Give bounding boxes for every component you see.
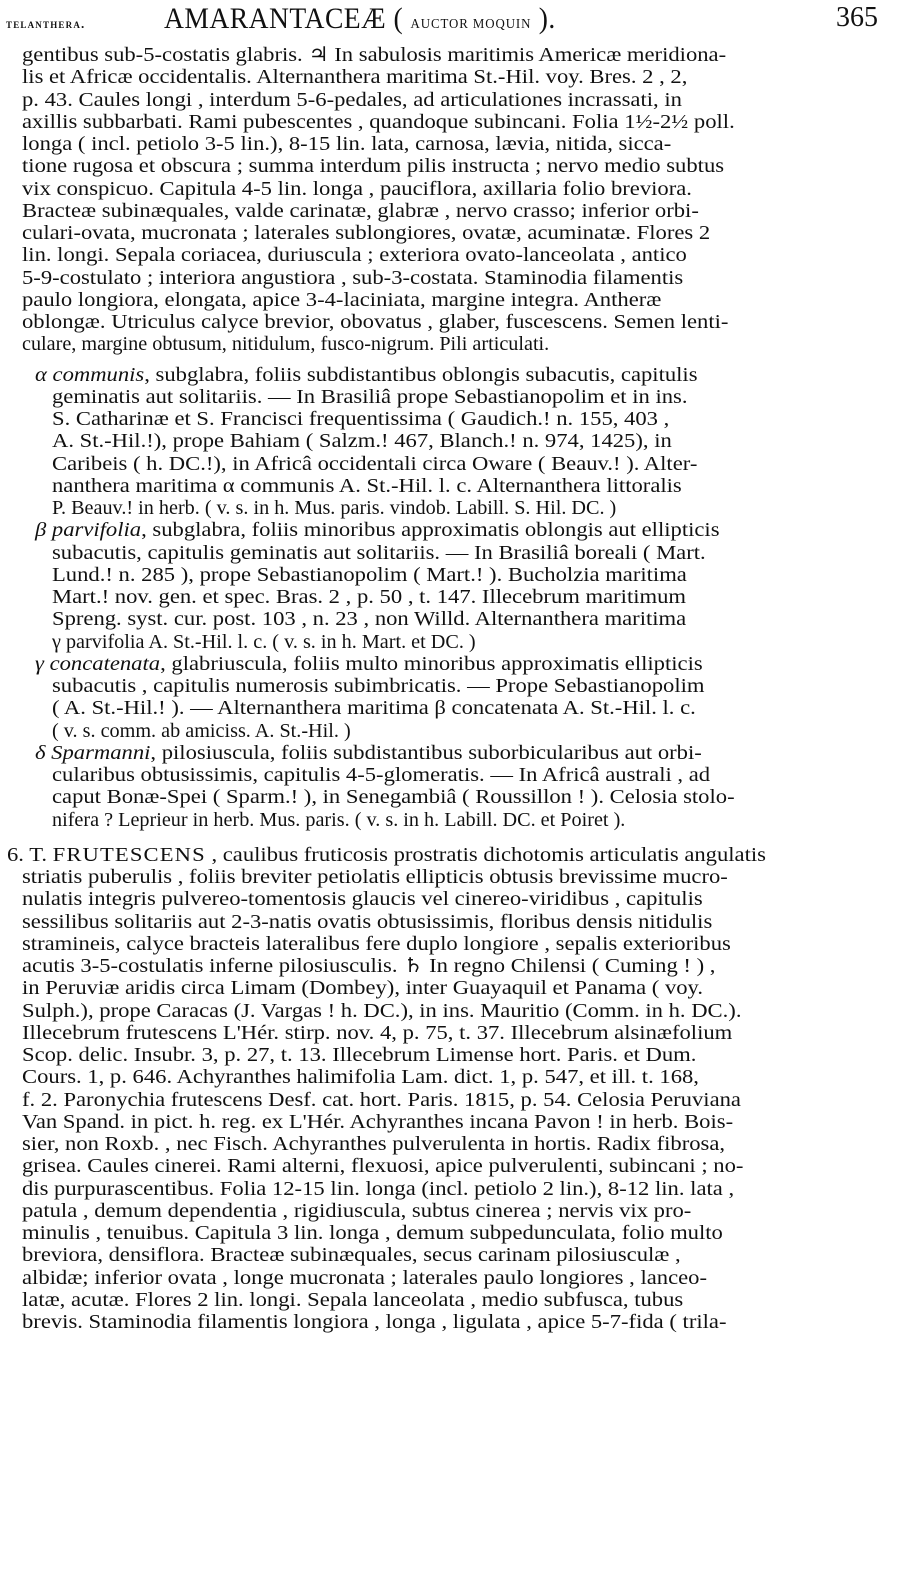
text-line xyxy=(22,977,703,999)
line-text: in Peruviæ aridis circa Limam (Dombey), inter Guayaquil et Panama ( voy. xyxy=(22,977,704,1000)
line-text: nifera ? Leprieur in herb. Mus. paris. ( v. s. in h. Labill. DC. et Poiret ). xyxy=(52,808,626,831)
running-header xyxy=(6,2,888,38)
line-text: Sulph.), prope Caracas (J. Vargas ! h. DC.), in ins. Mauritio (Comm. in h. DC.). xyxy=(22,999,742,1022)
variety-marker: β xyxy=(35,519,47,542)
text-line xyxy=(22,1155,743,1177)
text-line xyxy=(52,697,696,719)
line-text: , glabriuscula, foliis multo minoribus approximatis ellipticis xyxy=(160,652,703,675)
line-text: , subglabra, foliis subdistantibus oblongis subacutis, capitulis xyxy=(144,363,698,386)
text-line xyxy=(22,1089,741,1111)
line-text: oblongæ. Utriculus calyce brevior, obovatus , glaber, fuscescens. Semen lenti- xyxy=(22,311,729,333)
line-text: striatis puberulis , foliis breviter petiolatis ellipticis obtusis brevissime mucro- xyxy=(22,866,728,888)
text-line xyxy=(22,933,731,955)
line-text: p. 43. Caules longi , interdum 5-6-pedales, ad articulationes incrassati, in xyxy=(22,88,682,111)
variety-heading-line xyxy=(35,519,720,541)
text-line xyxy=(52,675,704,697)
text-line xyxy=(52,586,686,608)
line-text: grisea. Caules cinerei. Rami alterni, flexuosi, apice pulverulenti, subincani ; no- xyxy=(22,1155,744,1178)
text-line xyxy=(22,911,712,933)
text-line xyxy=(22,955,715,977)
text-line xyxy=(22,311,728,333)
line-text: , subglabra, foliis minoribus approximatis oblongis aut ellipticis xyxy=(141,519,720,542)
text-line xyxy=(52,453,697,475)
text-line xyxy=(22,178,692,200)
line-text: Cours. 1, p. 646. Achyranthes halimifolia Lam. dict. 1, p. 547, et ill. t. 168, xyxy=(22,1066,699,1089)
line-text: stramineis, calyce bracteis lateralibus fere duplo longiore , sepalis exterioribus xyxy=(22,932,731,955)
variety-marker: α xyxy=(35,363,47,386)
text-line xyxy=(22,1267,707,1289)
line-text: patula , demum dependentia , rigidiuscula, subtus cinerea ; nervis vix pro- xyxy=(22,1199,692,1222)
line-text: ( A. St.-Hil.! ). — Alternanthera maritima β concatenata A. St.-Hil. l. c. xyxy=(52,697,696,720)
text-line xyxy=(52,564,687,586)
line-text: Caribeis ( h. DC.!), in Africâ occidentali circa Oware ( Beauv.! ). Alter- xyxy=(52,452,698,475)
line-text: Mart.! nov. gen. et spec. Bras. 2 , p. 50 , t. 147. Illecebrum maritimum xyxy=(52,586,686,608)
line-text: Spreng. syst. cur. post. 103 , n. 23 , non Willd. Alternanthera maritima xyxy=(52,608,687,631)
text-line xyxy=(52,809,625,831)
line-text: Lund.! n. 285 ), prope Sebastianopolim ( Mart.! ). Bucholzia maritima xyxy=(52,563,687,586)
line-text: lis et Africæ occidentalis. Alternanthera maritima St.-Hil. voy. Bres. 2 , 2, xyxy=(22,66,688,89)
family-name: AMARANTACEÆ xyxy=(164,2,387,35)
line-text: latæ, acutæ. Flores 2 lin. longi. Sepala lanceolata , medio subfusca, tubus xyxy=(22,1288,684,1311)
text-line xyxy=(52,497,616,519)
text-line xyxy=(22,1133,725,1155)
line-text: brevis. Staminodia filamentis longiora , longa , ligulata , apice 5-7-fida ( trila- xyxy=(22,1311,727,1333)
text-line xyxy=(22,244,687,266)
line-text: culare, margine obtusum, nitidulum, fusco-nigrum. Pili articulati. xyxy=(22,333,550,356)
text-line xyxy=(52,408,669,430)
text-line xyxy=(22,133,671,155)
line-text: 5-9-costulato ; interiora angustiora , sub-3-costata. Staminodia filamentis xyxy=(22,266,684,289)
line-text: Bracteæ subinæquales, valde carinatæ, glabræ , nervo crasso; inferior orbi- xyxy=(22,199,699,222)
text-line xyxy=(52,386,688,408)
line-text: acutis 3-5-costulatis inferne pilosiusculis. ♄ In regno Chilensi ( Cuming ! ) , xyxy=(22,955,716,977)
variety-marker: γ xyxy=(35,652,44,675)
line-text: cularibus obtusissimis, capitulis 4-5-glomeratis. — In Africâ australi , ad xyxy=(52,764,711,786)
line-text: longa ( incl. petiolo 3-5 lin.), 8-15 lin. lata, carnosa, lævia, nitida, sicca- xyxy=(22,133,672,155)
text-line xyxy=(52,720,351,742)
genus-running-head: telanthera. xyxy=(6,16,86,31)
line-text: nanthera maritima α communis A. St.-Hil. l. c. Alternanthera littoralis xyxy=(52,474,682,497)
line-text: caput Bonæ-Spei ( Sparm.! ), in Senegambiâ ( Roussillon ! ). Celosia stolo- xyxy=(52,786,735,809)
text-line xyxy=(22,1000,741,1022)
text-line xyxy=(22,1066,699,1088)
line-text: γ parvifolia A. St.-Hil. l. c. ( v. s. in h. Mart. et DC. ) xyxy=(52,630,476,653)
text-line xyxy=(22,111,735,133)
text-line xyxy=(22,866,728,888)
text-line xyxy=(52,631,476,653)
text-line xyxy=(52,786,735,808)
line-text: albidæ; inferior ovata , longe mucronata ; laterales paulo longiores , lanceo- xyxy=(22,1266,707,1289)
text-line xyxy=(22,1178,734,1200)
line-text: sier, non Roxb. , nec Fisch. Achyranthes pulverulenta in hortis. Radix fibrosa, xyxy=(22,1133,726,1155)
line-text: vix conspicuo. Capitula 4-5 lin. longa , pauciflora, axillaria folio breviora. xyxy=(22,177,692,200)
text-line xyxy=(22,44,726,66)
line-text: , caulibus fruticosis prostratis dichotomis articulatis angulatis xyxy=(211,843,766,866)
line-text: P. Beauv.! in herb. ( v. s. in h. Mus. paris. vindob. Labill. S. Hil. DC. ) xyxy=(52,497,617,519)
page-number: 365 xyxy=(836,2,878,33)
text-line xyxy=(52,430,672,452)
text-line xyxy=(22,267,683,289)
line-text: sessilibus solitariis aut 2-3-natis ovatis obtusissimis, floribus densis nitidulis xyxy=(22,910,713,933)
variety-heading-line xyxy=(35,742,702,764)
line-text: subacutis, capitulis geminatis aut solitariis. — In Brasiliâ boreali ( Mart. xyxy=(52,541,706,564)
variety-name: communis xyxy=(52,363,145,386)
line-text: culari-ovata, mucronata ; laterales sublongiores, ovatæ, acuminatæ. Flores 2 xyxy=(22,222,711,244)
text-line xyxy=(22,1044,696,1066)
line-text: lin. longi. Sepala coriacea, duriuscula ; exteriora ovato-lanceolata , antico xyxy=(22,244,687,267)
line-text: dis purpurascentibus. Folia 12-15 lin. longa (incl. petiolo 2 lin.), 8-12 lin. lata , xyxy=(22,1177,735,1200)
line-text: breviora, densiflora. Bracteæ subinæquales, secus carinam pilosiusculæ , xyxy=(22,1244,681,1267)
line-text: paulo longiora, elongata, apice 3-4-laciniata, margine integra. Antheræ xyxy=(22,288,662,311)
text-line xyxy=(22,1244,681,1266)
text-line xyxy=(52,542,706,564)
text-line xyxy=(22,1111,733,1133)
text-line xyxy=(52,764,710,786)
variety-name: parvifolia xyxy=(51,519,142,542)
family-title: AMARANTACEÆ ( AUCTOR MOQUIN ). xyxy=(164,2,556,35)
text-line xyxy=(22,1311,726,1333)
species-number: 6. T. xyxy=(7,843,47,866)
text-line xyxy=(22,1289,683,1311)
line-text: , pilosiuscula, foliis subdistantibus suborbicularibus aut orbi- xyxy=(150,741,702,764)
line-text: subacutis , capitulis numerosis subimbricatis. — Prope Sebastianopolim xyxy=(52,675,705,697)
line-text: axillis subbarbati. Rami pubescentes , quandoque subincani. Folia 1½-2½ poll. xyxy=(22,110,735,133)
text-line xyxy=(22,289,661,311)
line-text: gentibus sub-5-costatis glabris. ♃ In sabulosis maritimis Americæ meridiona- xyxy=(22,44,727,66)
variety-name: Sparmanni xyxy=(51,741,151,764)
text-line xyxy=(22,333,549,355)
text-line xyxy=(22,89,682,111)
line-text: S. Catharinæ et S. Francisci frequentissima ( Gaudich.! n. 155, 403 , xyxy=(52,408,670,430)
variety-marker: δ xyxy=(35,741,46,764)
line-text: Scop. delic. Insubr. 3, p. 27, t. 13. Illecebrum Limense hort. Paris. et Dum. xyxy=(22,1044,697,1066)
line-text: f. 2. Paronychia frutescens Desf. cat. hort. Paris. 1815, p. 54. Celosia Peruviana xyxy=(22,1088,741,1111)
line-text: Van Spand. in pict. h. reg. ex L'Hér. Achyranthes incana Pavon ! in herb. Bois- xyxy=(22,1110,734,1133)
variety-heading-line xyxy=(35,364,698,386)
variety-name: concatenata xyxy=(49,652,161,675)
text-line xyxy=(52,608,686,630)
author-note: AUCTOR MOQUIN xyxy=(410,17,532,32)
line-text: minulis , tenuibus. Capitula 3 lin. longa , demum subpedunculata, folio multo xyxy=(22,1222,723,1244)
line-text: geminatis aut solitariis. — In Brasiliâ prope Sebastianopolim et in ins. xyxy=(52,385,688,408)
line-text: tione rugosa et obscura ; summa interdum pilis instructa ; nervo medio subtus xyxy=(22,155,725,178)
line-text: Illecebrum frutescens L'Hér. stirp. nov. 4, p. 75, t. 37. Illecebrum alsinæfolium xyxy=(22,1021,733,1044)
line-text: ( v. s. comm. ab amiciss. A. St.-Hil. ) xyxy=(52,719,351,742)
species-name: FRUTESCENS xyxy=(52,843,206,866)
line-text: nulatis integris pulvereo-tomentosis glaucis vel cinereo-viridibus , capitulis xyxy=(22,888,703,911)
text-line xyxy=(22,222,710,244)
text-line xyxy=(22,66,687,88)
text-line xyxy=(22,155,724,177)
text-line xyxy=(22,888,703,910)
text-line xyxy=(22,1200,691,1222)
text-line xyxy=(22,1222,723,1244)
variety-heading-line xyxy=(35,653,703,675)
text-line xyxy=(22,200,699,222)
text-line xyxy=(22,1022,732,1044)
line-text: A. St.-Hil.!), prope Bahiam ( Salzm.! 467, Blanch.! n. 974, 1425), in xyxy=(52,430,672,453)
species-heading-line xyxy=(7,844,766,866)
text-line xyxy=(52,475,682,497)
